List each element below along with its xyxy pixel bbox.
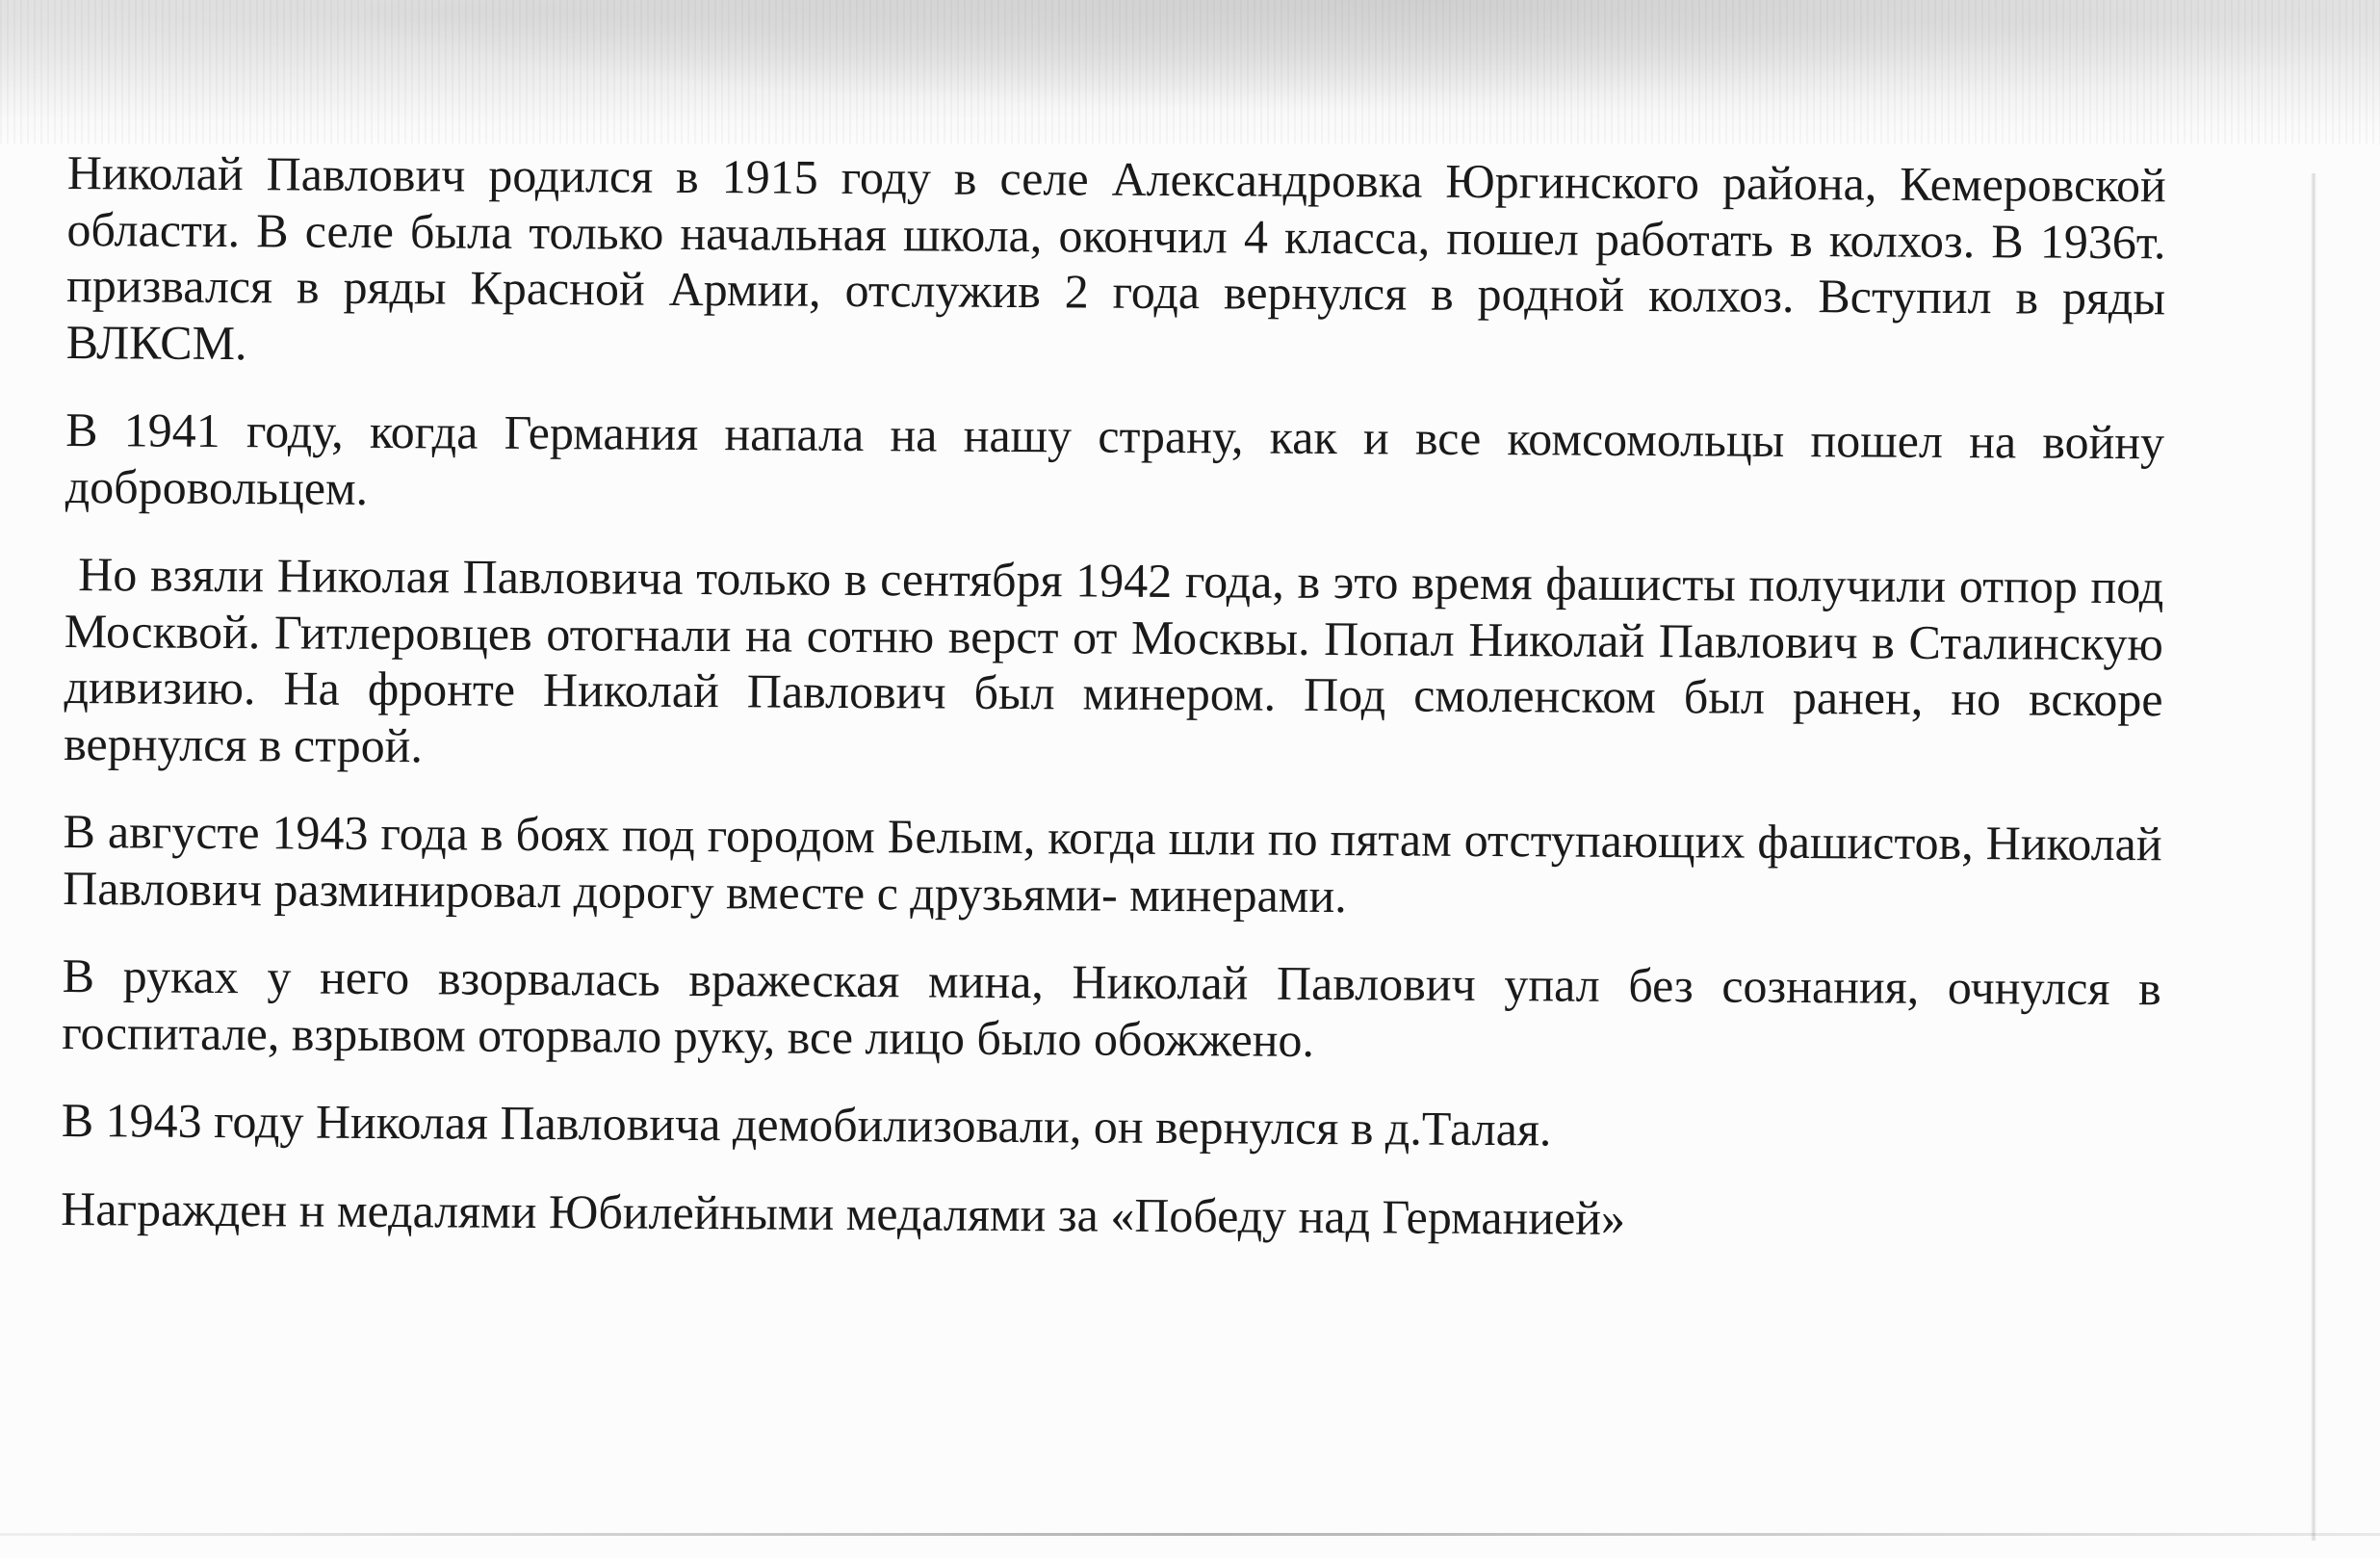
paragraph-demining: В августе 1943 года в боях под городом Белым, когда шли по пятам отступающих фашистов, Николай Павлович разминировал дорогу вместе с друзьями- минерами.: [63, 803, 2162, 922]
paragraph-front: Но взяли Николая Павловича только в сентября 1942 года, в это время фашисты получили отпор под Москвой. Гитлеровцев отогнали на сотню верст от Москвы. Попал Николай Павлович в Сталинскую дивизию. На фронте Николай Павлович был минером. Под смоленском был ранен, но вскоре вернулся в строй.: [64, 547, 2164, 772]
document-body: [61, 144, 2166, 1281]
scan-fold-line: [0, 1533, 2380, 1536]
scan-shadow-right: [2311, 173, 2316, 1541]
paragraph-demobilized: В 1943 году Николая Павловича демобилизовали, он вернулся в д.Талая.: [61, 1092, 1552, 1156]
paragraph-wounded: В руках у него взорвалась вражеская мина, Николай Павлович упал без сознания, очнулся в госпитале, взрывом оторвало руку, все лицо было обожжено.: [62, 948, 2161, 1067]
scan-noise-top: [0, 0, 2380, 144]
paragraph-volunteer: В 1941 году, когда Германия напала на нашу страну, как и все комсомольцы пошел на войну добровольцем.: [65, 402, 2165, 515]
paragraph-biography: Николай Павлович родился в 1915 году в селе Александровка Юргинского района, Кемеровской области. В селе была только начальная школа, окончил 4 класса, пошел работать в колхоз. В 1936т. призвался в ряды Красной Армии, отслужив 2 года вернулся в родной колхоз. Вступил в ряды ВЛКСМ.: [65, 144, 2166, 370]
paragraph-awards: Награжден н медалями Юбилейными медалями за «Победу над Германией»: [61, 1181, 1626, 1245]
